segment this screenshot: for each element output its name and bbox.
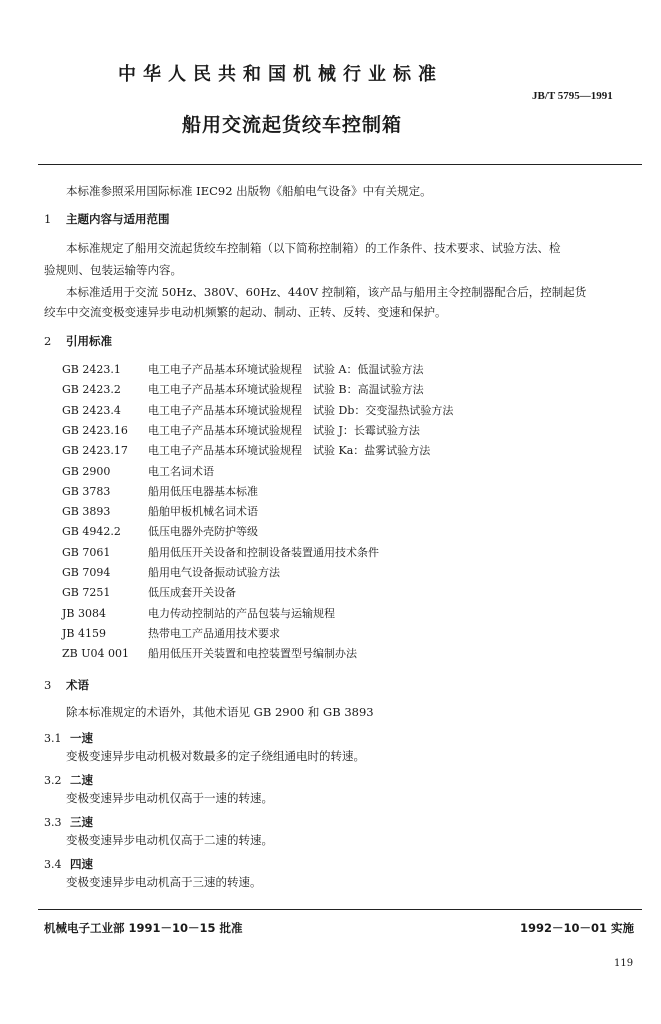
term-title: 四速: [70, 857, 93, 871]
reference-code: ZB U04 001: [62, 647, 129, 661]
approval-line: 机械电子工业部 1991－10－15 批准: [44, 921, 243, 935]
term-number: 3.1: [44, 732, 62, 745]
reference-title: 船用电气设备振动试验方法: [148, 566, 280, 579]
reference-code: GB 4942.2: [62, 525, 121, 539]
section-1-para-2-line-2: 绞车中交流变极变速异步电动机频繁的起动、制动、正转、反转、变速和保护。: [44, 305, 447, 319]
reference-row: [62, 482, 258, 502]
issuing-organization: 中华人民共和国机械行业标准: [118, 64, 443, 85]
section-3-heading: [44, 677, 89, 693]
term-number: 3.3: [44, 816, 62, 829]
reference-title: 电力传动控制站的产品包装与运输规程: [148, 606, 335, 620]
reference-title: 船用低压开关设备和控制设备装置通用技术条件: [148, 545, 379, 559]
reference-code: GB 2423.17: [62, 444, 128, 458]
term-heading: [44, 769, 93, 788]
standard-number: JB/T 5795—1991: [532, 90, 613, 102]
reference-row: [62, 563, 280, 583]
reference-row: [62, 441, 430, 461]
section-1-heading: [44, 211, 170, 227]
section-1-para-1-line-1: 本标准规定了船用交流起货绞车控制箱（以下简称控制箱）的工作条件、技术要求、试验方法、检: [66, 241, 561, 255]
reference-code: GB 2423.1: [62, 363, 121, 376]
reference-code: GB 3893: [62, 505, 111, 519]
term-title: 一速: [70, 731, 93, 745]
reference-row: [62, 502, 258, 522]
reference-title: 电工电子产品基本环境试验规程 试验 J：长霉试验方法: [148, 423, 420, 437]
reference-title: 低压电器外壳防护等级: [148, 525, 258, 539]
reference-row: [62, 543, 379, 563]
reference-code: GB 2423.4: [62, 403, 121, 417]
reference-row: [62, 522, 258, 542]
footer-divider: [38, 909, 642, 910]
reference-code: GB 2423.2: [62, 383, 121, 397]
term-definition: 变极变速异步电动机仅高于二速的转速。: [66, 833, 273, 847]
reference-row: [62, 401, 453, 421]
reference-row: [62, 644, 357, 664]
intro-paragraph: 本标准参照采用国际标准 IEC92 出版物《船舶电气设备》中有关规定。: [66, 184, 432, 198]
reference-title: 电工电子产品基本环境试验规程 试验 A：低温试验方法: [148, 363, 424, 376]
reference-code: GB 7061: [62, 545, 111, 559]
section-title: 引用标准: [66, 334, 112, 348]
reference-row: [62, 421, 420, 441]
reference-code: GB 2423.16: [62, 423, 128, 437]
section-2-heading: [44, 333, 112, 349]
reference-row: [62, 583, 236, 603]
reference-title: 电工电子产品基本环境试验规程 试验 Db：交变湿热试验方法: [148, 403, 454, 417]
reference-title: 低压成套开关设备: [148, 586, 236, 600]
term-definition: 变极变速异步电动机仅高于一速的转速。: [66, 791, 273, 805]
reference-title: 电工名词术语: [148, 464, 214, 478]
reference-title: 电工电子产品基本环境试验规程 试验 B：高温试验方法: [148, 383, 424, 397]
reference-code: GB 7094: [62, 566, 111, 579]
term-title: 二速: [70, 773, 93, 787]
reference-row: [62, 360, 423, 380]
reference-title: 热带电工产品通用技术要求: [148, 626, 280, 640]
section-number: 3: [44, 678, 52, 692]
term-definition: 变极变速异步电动机极对数最多的定子绕组通电时的转速。: [66, 749, 365, 763]
term-heading: [44, 727, 93, 746]
reference-title: 船舶甲板机械名词术语: [148, 505, 258, 519]
section-number: 1: [44, 212, 52, 226]
term-number: 3.4: [44, 858, 62, 871]
page-number: 119: [614, 958, 634, 969]
header-divider: [38, 164, 642, 165]
reference-row: [62, 624, 280, 644]
term-definition: 变极变速异步电动机高于三速的转速。: [66, 875, 262, 889]
reference-title: 电工电子产品基本环境试验规程 试验 Ka：盐雾试验方法: [148, 444, 431, 458]
section-number: 2: [44, 334, 52, 348]
reference-row: [62, 462, 214, 482]
reference-code: JB 4159: [62, 626, 106, 640]
term-heading: [44, 853, 93, 872]
reference-code: JB 3084: [62, 606, 106, 620]
term-title: 三速: [70, 815, 93, 829]
section-title: 术语: [66, 678, 89, 692]
section-3-intro: 除本标准规定的术语外，其他术语见 GB 2900 和 GB 3893: [66, 705, 374, 719]
section-1-para-1-line-2: 验规则、包装运输等内容。: [44, 263, 182, 277]
term-heading: [44, 811, 93, 830]
section-title: 主题内容与适用范围: [66, 212, 170, 226]
section-1-para-2-line-1: 本标准适用于交流 50Hz、380V、60Hz、440V 控制箱，该产品与船用主令控制器配合后，控制起货: [66, 285, 587, 299]
reference-code: GB 2900: [62, 464, 111, 478]
document-title: 船用交流起货绞车控制箱: [182, 114, 403, 136]
reference-row: [62, 380, 424, 400]
reference-row: [62, 604, 335, 624]
reference-code: GB 3783: [62, 484, 111, 498]
reference-code: GB 7251: [62, 586, 111, 600]
reference-title: 船用低压电器基本标准: [148, 484, 258, 498]
reference-title: 船用低压开关装置和电控装置型号编制办法: [148, 647, 357, 661]
term-number: 3.2: [44, 774, 62, 787]
implementation-date: 1992－10－01 实施: [520, 921, 635, 935]
